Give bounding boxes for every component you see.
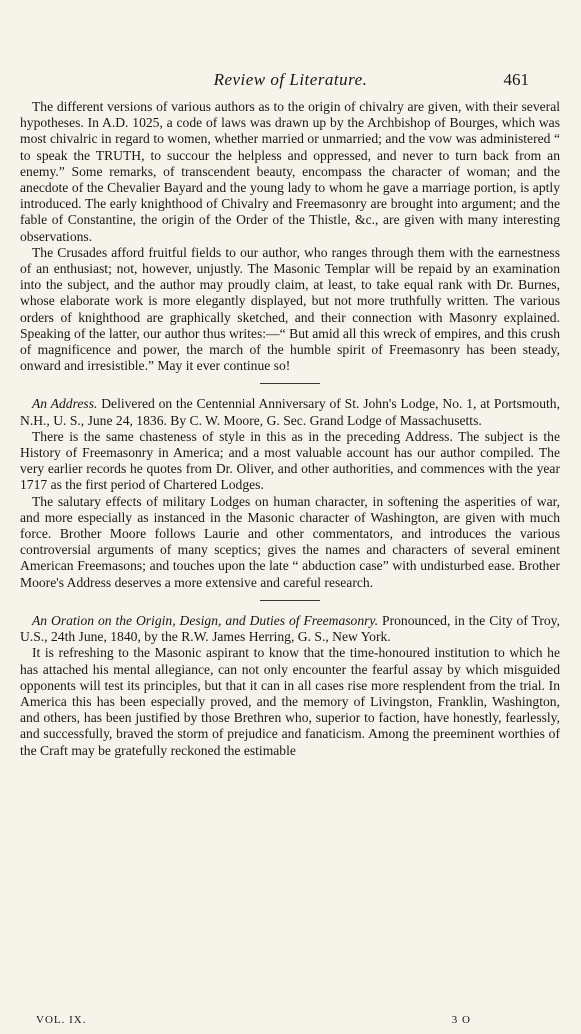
review-chivalry-paragraph-2: The Crusades afford fruitful fields to our author, who ranges through them with the earnestness of an enthusiast; not, however, unjustly. The Masonic Templar will be repaid by an examination into the subject, and the author may proudly claim, at least, to take equal rank with Dr. Burnes, whose elaborate work is more elegantly displayed, but not more truthfully written. The various orders of knighthood are graphically sketched, and their connection with Masonry explained. Speaking of the latter, our author thus writes:—“ But amid all this wreck of empires, and this crush of magnificence and power, the march of the humble spirit of Freemasonry has been steady, onward and irresistible.” May it ever continue so!	[20, 244, 560, 374]
address-paragraph-1: There is the same chasteness of style in this as in the preceding Address. The subject is the History of Freemasonry in America; and a most valuable account has our author compiled. The very earlier records he quotes from Dr. Oliver, and other authorities, and commences with the year 1717 as the first period of Chartered Lodges.	[20, 428, 560, 493]
oration-citation	[20, 613, 560, 645]
page-body	[20, 99, 560, 759]
page-number: 461	[503, 70, 529, 89]
running-head	[30, 70, 551, 94]
signature-mark: 3 O	[451, 1014, 471, 1026]
address-citation	[20, 396, 560, 428]
oration-title: An Oration on the Origin, Design, and Duties of Freemasonry.	[32, 612, 379, 628]
section-divider	[260, 383, 320, 384]
address-citation-text: Delivered on the Centennial Anniversary of St. John's Lodge, No. 1, at Portsmouth, N.H., U. S., June 24, 1836. By C. W. Moore, G. Sec. Grand Lodge of Massachusetts.	[20, 396, 560, 428]
oration-paragraph-1: It is refreshing to the Masonic aspirant to know that the time-honoured institution to which he has attached his mental allegiance, can not only encounter the fearful assay by which misguided opponents will test its principles, but that it can in all cases rise more resplendent from the trial. In America this has been especially proved, and the memory of Livingston, Franklin, Washington, and others, has been justified by those Brethren who, superior to faction, have honestly, fearlessly, and successfully, braved the storm of prejudice and fanaticism. Among the preeminent worthies of the Craft may be gratefully reckoned the estimable	[20, 645, 560, 758]
review-chivalry-paragraph-1: The different versions of various authors as to the origin of chivalry are given, with their several hypotheses. In A.D. 1025, a code of laws was drawn up by the Archbishop of Bourges, which was most chivalric in regard to women, whether married or unmarried; and the vow was administered “ to speak the TRUTH, to succour the helpless and oppressed, and never to turn back from an enemy.” Some remarks, of transcendent beauty, encompass the character of woman; and the anecdote of the Chevalier Bayard and the young lady to whom he gave a marriage portion, is aptly introduced. The early knighthood of Chivalry and Freemasonry are brought into argument; and the fable of Constantine, the origin of the Order of the Thistle, &c., are given with many interesting observations.	[20, 99, 560, 244]
oration-citation-text: Pronounced, in the City of Troy, U.S., 24th June, 1840, by the R.W. James Herring, G. S., New York.	[20, 612, 560, 645]
address-title: An Address.	[32, 396, 98, 412]
running-title: Review of Literature.	[213, 70, 368, 89]
page-footer	[36, 1014, 471, 1026]
section-divider	[260, 600, 320, 601]
address-paragraph-2: The salutary effects of military Lodges on human character, in softening the asperities of war, and more especially as instanced in the Masonic character of Washington, are given with much force. Brother Moore follows Laurie and other commentators, and introduces the various controversial arguments of many sceptics; gives the names and characters of several eminent American Freemasons; and touches upon the late “ abduction case” with undisturbed ease. Brother Moore's Address deserves a more extensive and careful research.	[20, 493, 560, 590]
volume-label: VOL. IX.	[36, 1014, 87, 1026]
